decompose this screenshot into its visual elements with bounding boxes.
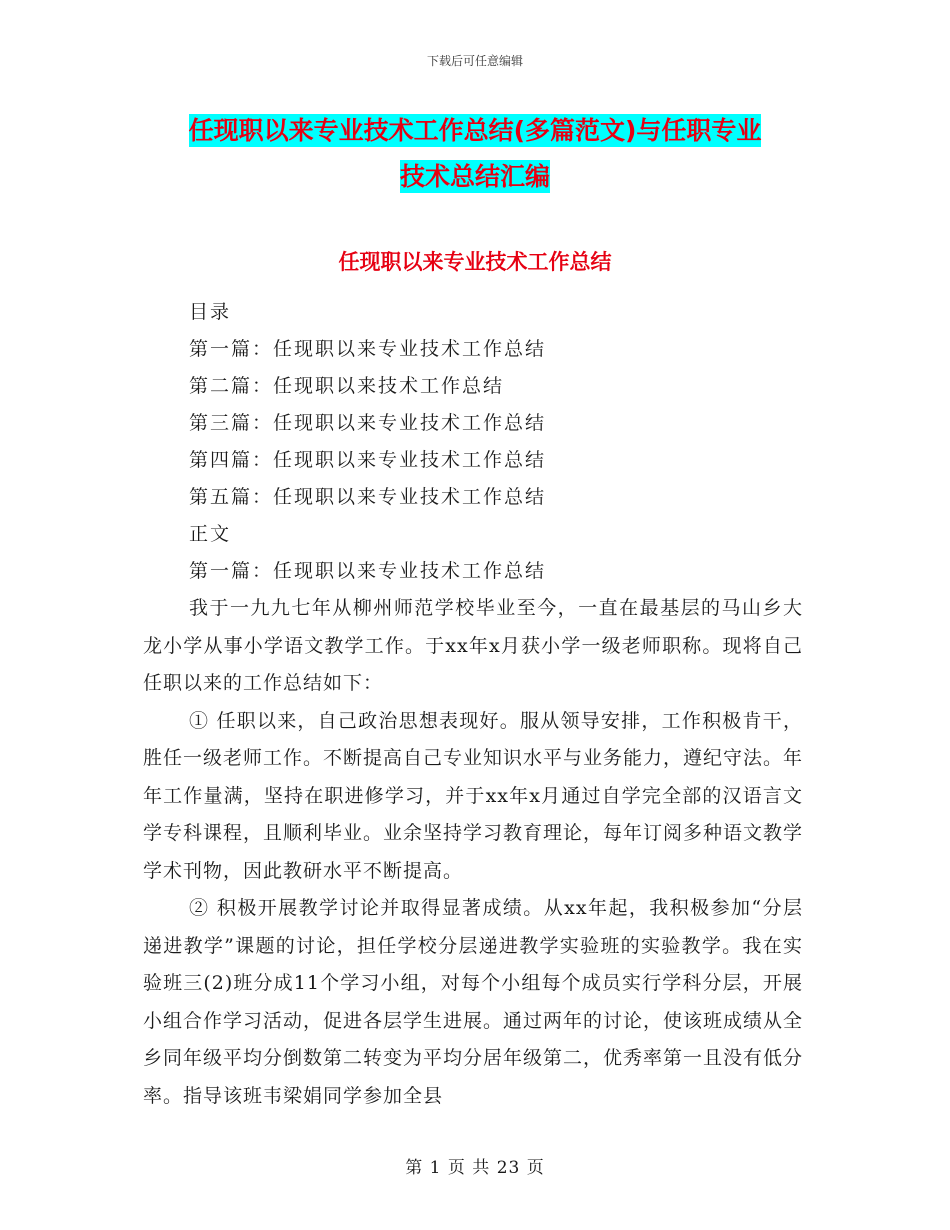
body-text bbox=[143, 590, 803, 1115]
chapter-heading: 第一篇：任现职以来专业技术工作总结 bbox=[189, 560, 547, 582]
body-heading: 正文 bbox=[189, 523, 232, 545]
header-note: 下载后可任意编辑 bbox=[426, 54, 523, 68]
main-title-line-2: 技术总结汇编 bbox=[399, 162, 550, 191]
toc-item: 第三篇：任现职以来专业技术工作总结 bbox=[189, 412, 547, 434]
toc-item: 第一篇：任现职以来专业技术工作总结 bbox=[189, 338, 547, 360]
toc-item: 第五篇：任现职以来专业技术工作总结 bbox=[189, 486, 547, 508]
page-footer: 第 1 页 共 23 页 bbox=[405, 1158, 545, 1178]
section-title: 任现职以来专业技术工作总结 bbox=[338, 250, 612, 274]
paragraph: 我于一九九七年从柳州师范学校毕业至今，一直在最基层的马山乡大龙小学从事小学语文教学工作。于xx年x月获小学一级老师职称。现将自己任职以来的工作总结如下： bbox=[143, 597, 803, 694]
toc-item: 第二篇：任现职以来技术工作总结 bbox=[189, 375, 505, 397]
main-title-line-1: 任现职以来专业技术工作总结(多篇范文)与任职专业 bbox=[188, 116, 762, 145]
toc-heading: 目录 bbox=[189, 301, 232, 323]
paragraph: ① 任职以来，自己政治思想表现好。服从领导安排，工作积极肯干，胜任一级老师工作。不断提高自己专业知识水平与业务能力，遵纪守法。年年工作量满，坚持在职进修学习，并于xx年x月通过自学完全部的汉语言文学专科课程，且顺利毕业。业余坚持学习教育理论，每年订阅多种语文教学学术刊物，因此教研水平不断提高。 bbox=[143, 709, 804, 882]
toc-item: 第四篇：任现职以来专业技术工作总结 bbox=[189, 449, 547, 471]
paragraph: ② 积极开展教学讨论并取得显著成绩。从xx年起，我积极参加“分层递进教学”课题的讨论，担任学校分层递进教学实验班的实验教学。我在实验班三(2)班分成11个学习小组，对每个小组每个成员实行学科分层，开展小组合作学习活动，促进各层学生进展。通过两年的讨论，使该班成绩从全乡同年级平均分倒数第二转变为平均分居年级第二，优秀率第一且没有低分率。指导该班韦梁娟同学参加全县 bbox=[143, 897, 804, 1107]
main-title bbox=[0, 108, 950, 200]
table-of-contents bbox=[189, 294, 546, 590]
